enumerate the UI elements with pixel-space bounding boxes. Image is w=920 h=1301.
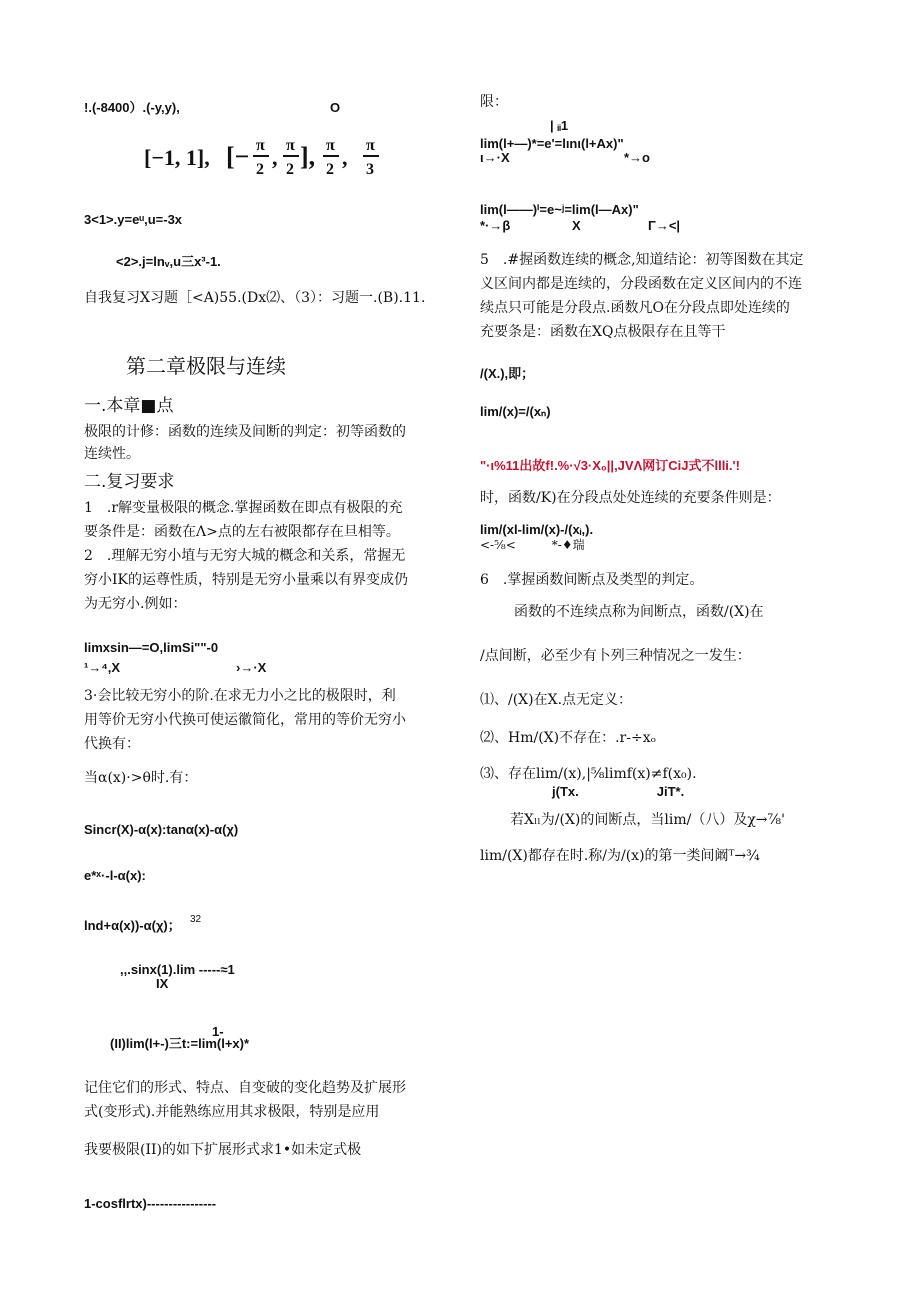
p3-line-b: 穷小IK的运尊性质，特别是无穷小量乘以有界变成仍 [84, 572, 408, 588]
r-case-3: ⑶、存在lim/(x),|⅝limf(x)≠f(x₀). [480, 766, 697, 782]
p3-line-c: 为无穷小.例如： [84, 596, 187, 612]
p4-line-c: 代换有： [84, 736, 140, 752]
p2-line-a: 1 .r解变量极限的概念.掌握函数在即点有极限的充 [84, 500, 403, 516]
svg-text:,: , [342, 145, 348, 170]
p4-line-b: 用等价无穷小代换可使运徽简化，常用的等价无穷小 [84, 712, 406, 728]
limit-example-sub-b: ›→·X [236, 660, 267, 675]
svg-text:2: 2 [256, 161, 264, 178]
svg-text:],: ], [300, 142, 316, 171]
equivalence-3: lnd+α(x))-α(χ)； [84, 918, 181, 933]
limit-formula-2: (II)lim(l+-)三t:=lim(l+x)* [110, 1036, 250, 1051]
section-2-heading: 二.复习要求 [84, 472, 175, 492]
p3-line-a: 2 .理解无穷小埴与无穷大城的概念和关系，常握无 [84, 548, 406, 564]
line-3: 3<1>.y=eᵘ,u=-3x [84, 212, 183, 227]
r-line-9-sub: <-⅝< *-♦瑞 [480, 538, 585, 552]
intervals-figure [142, 132, 392, 182]
p1-line-b: 连续性。 [84, 446, 140, 462]
r-line-7: "·ι%11出故f!.%·√3·X₀||,JVΛ网订CiJ式不llli.'! [480, 458, 740, 473]
p4-line-a: 3·会比较无穷小的阶.在求无力小之比的极限时，利 [84, 688, 396, 704]
r-line-8: 时，函数/K)在分段点处处连续的充要条件则是： [480, 490, 781, 506]
limit-formula-2-sup: 1- [212, 1024, 224, 1039]
p7-line: 我要极限(II)的如下扩展形式求1•如未定式极 [84, 1142, 362, 1158]
svg-text:π: π [326, 137, 335, 154]
limit-formula-1-sub: IX [156, 976, 169, 991]
p2-line-b: 要条件是：函数在Λ>点的左右被限都存在旦相等。 [84, 524, 400, 540]
r-limit-1-sup: | ᵢᵢ1 [550, 118, 569, 133]
svg-text:π: π [256, 137, 265, 154]
r-p5-line-c: 续点只可能是分段点.函数凡O在分段点即处连续的 [480, 300, 790, 316]
p6-line-b: 式(变形式).并能熟练应用其求极限，特别是应用 [84, 1104, 380, 1120]
p8-line: 1-cosflrtx)---------------- [84, 1196, 217, 1211]
line-1: !.(-8400）.(-y,y), [84, 100, 180, 115]
svg-text:3: 3 [366, 161, 374, 178]
p1-line-a: 极限的计修：函数的连续及间断的判定：初等函数的 [84, 424, 406, 440]
limit-example: limxsin—=O,limSi""-0 [84, 640, 219, 655]
r-p6-heading: 6 .掌握函数间断点及类型的判定。 [480, 572, 704, 588]
line-1-o: O [330, 100, 341, 115]
equivalence-1: Sincr(X)-α(x):tanα(x)-α(χ) [84, 822, 239, 837]
r-p5-line-a: 5 .#握函数连续的概念,知道结论：初等图数在其定 [480, 252, 804, 268]
r-p6-line-a: 函数的不连续点称为间断点，函数/(X)在 [514, 604, 764, 620]
r-p5-line-b: 义区间内都是连续的，分段函数在定义区间内的不连 [480, 276, 802, 292]
r-limit-1-sub-a: ι→·X [480, 150, 510, 165]
r-case-1: ⑴、/(X)在X.点无定义： [480, 692, 633, 708]
r-line-1: 限： [480, 94, 508, 110]
section-1-heading: 一.本章■点 [84, 396, 174, 416]
r-limit-2: lim(l——)ⁱ=e~ʲ=lim(l—Ax)" [480, 202, 639, 217]
r-limit-2-sub-b: X [572, 218, 581, 233]
chapter-title: 第二章极限与连续 [126, 354, 286, 378]
svg-text:2: 2 [326, 161, 334, 178]
r-line-9: lim/(xl-lim/(x)-/(xᵢ,). [480, 522, 594, 537]
svg-text:[−: [− [226, 142, 250, 171]
r-line-6: lim/(x)=/(xₙ) [480, 404, 551, 419]
r-p6-line-b: /点间断，必至少有卜列三种情况之一发生： [480, 648, 751, 664]
r-case-2: ⑵、Hm/(X)不存在：.r-÷xₒ [480, 730, 656, 746]
svg-text:2: 2 [286, 161, 294, 178]
svg-text:π: π [366, 137, 375, 154]
r-limit-2-sub-a: *·→β [480, 218, 511, 233]
svg-text:,: , [272, 145, 278, 170]
r-p5-line-d: 充要条是：函数在XQ点极限存在且等干 [480, 324, 726, 340]
r-limit-1-sub-b: *→o [624, 150, 650, 165]
r-line-5: /(X.),即； [480, 366, 535, 381]
review-line: 自我复习X习题［<A)55.(Dx⑵、（3）：习题一.(B).11. [84, 290, 426, 306]
line-4: <2>.j=lnᵥ,u三x³-1. [116, 254, 221, 269]
r-line-16: 若Xₗₗ为/(X)的间断点，当lim/（八）及χ→⅞' [510, 812, 785, 828]
equivalence-2: e*ˣ·-l-α(x): [84, 868, 146, 883]
limit-formula-1: ,,.sinx(1).lim -----≈1 [120, 962, 235, 977]
r-limit-2-sub-c: Γ→<| [648, 218, 681, 233]
svg-text:[−1, 1],: [−1, 1], [144, 145, 210, 170]
p5-line: 当α(x)·>θ时.有： [84, 770, 198, 786]
r-line-17: lim/(X)都存在时.称/为/(x)的第一类间阚ᵀ→¾ [480, 848, 760, 864]
r-case-3-sub: j(Tx. JiT*. [552, 784, 685, 799]
r-limit-1: lim(l+—)*=e'=lınι(l+Ax)" [480, 136, 624, 151]
svg-text:π: π [286, 137, 295, 154]
p6-line-a: 记住它们的形式、特点、自变破的变化趋势及扩展形 [84, 1080, 406, 1096]
limit-example-sub-a: ¹→⁴,X [84, 660, 121, 675]
equivalence-3-note: 32 [190, 914, 202, 925]
